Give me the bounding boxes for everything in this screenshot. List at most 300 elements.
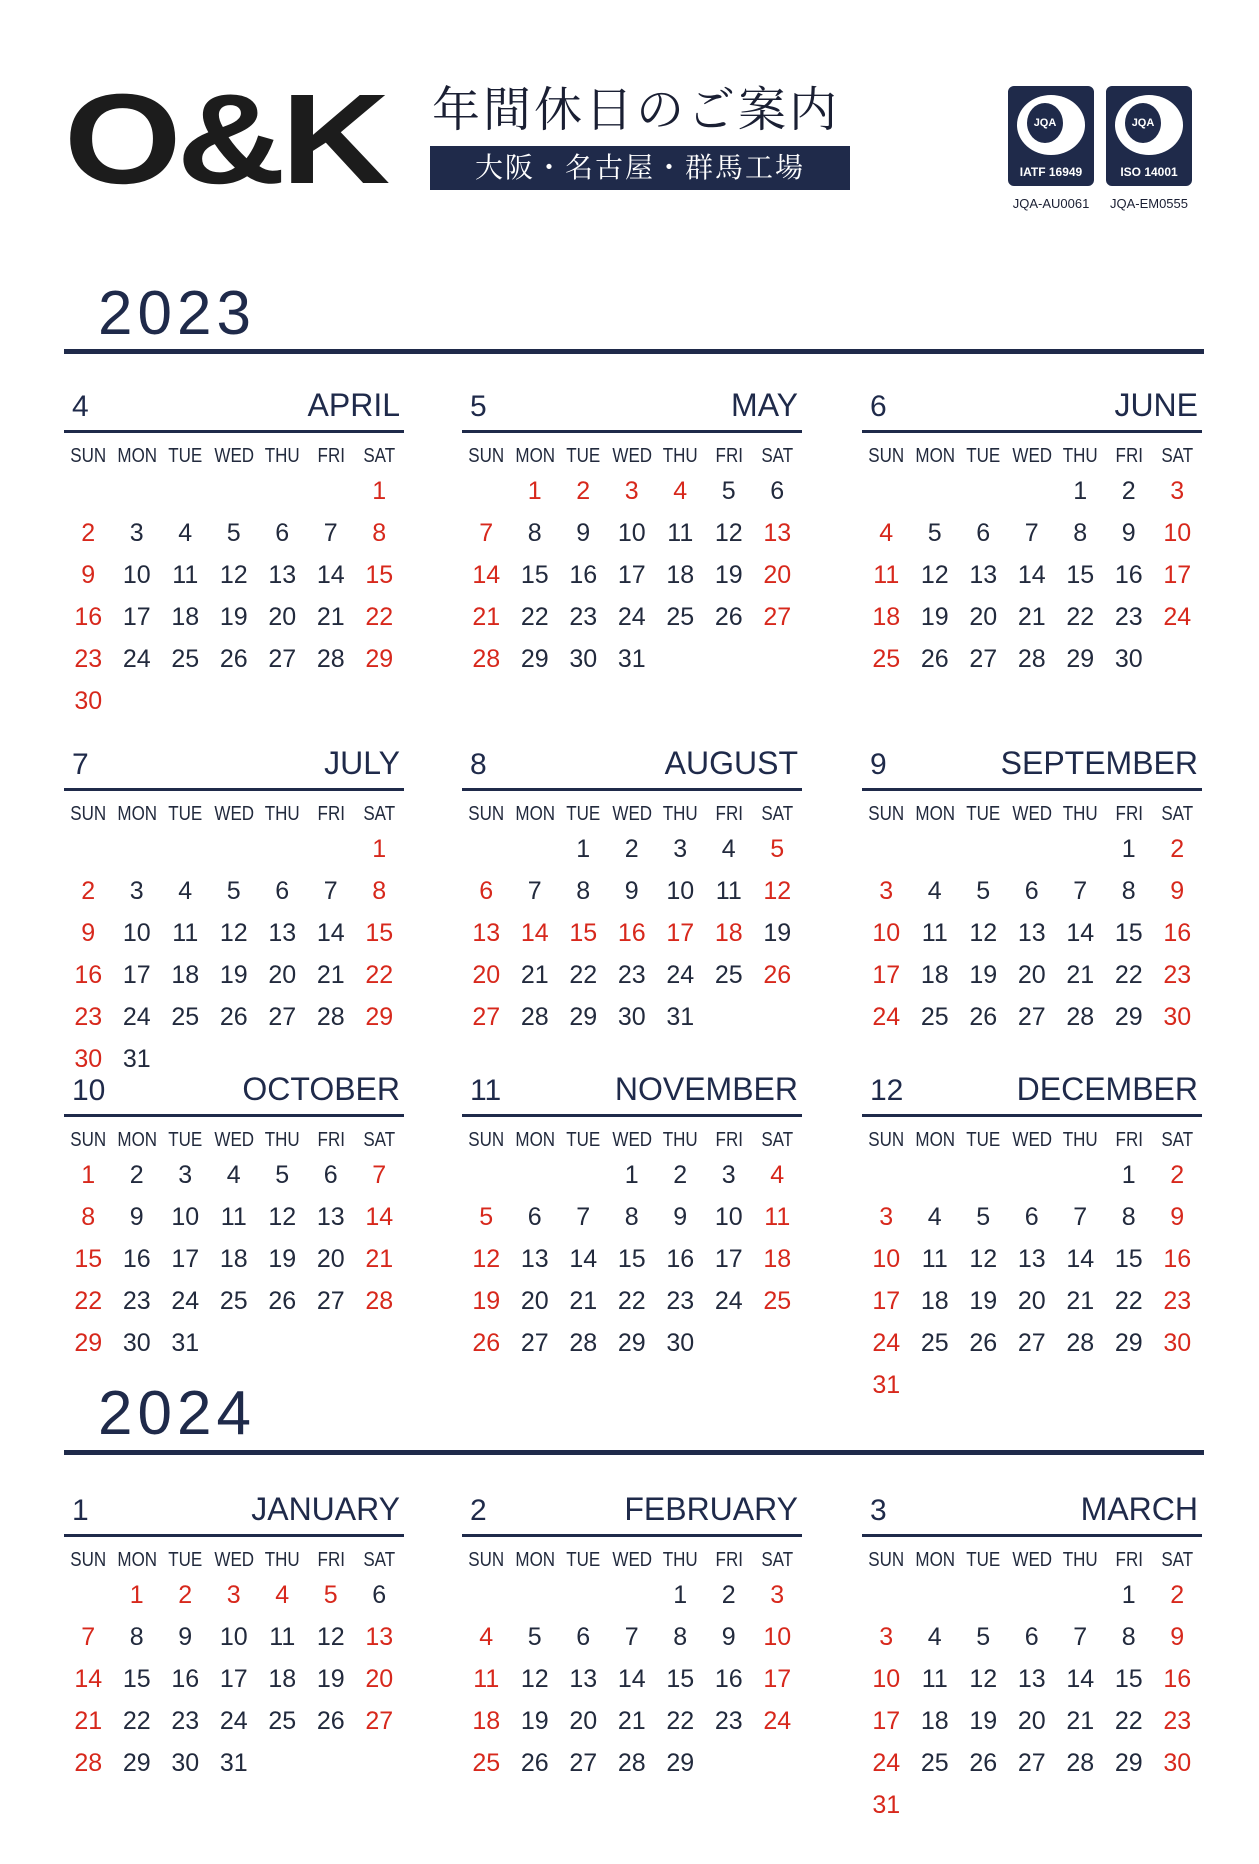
weekday-label: MON — [116, 1549, 157, 1571]
month-divider — [862, 788, 1202, 791]
holiday-date: 7 — [372, 1161, 387, 1189]
workday-date: 3 — [721, 1161, 736, 1189]
weekday-label: TUE — [168, 1549, 203, 1571]
workday-date: 9 — [673, 1203, 688, 1231]
workday-date: 20 — [569, 1707, 598, 1735]
workday-date: 18 — [171, 961, 200, 989]
workday-date: 22 — [122, 1707, 151, 1735]
workday-date: 29 — [1114, 1749, 1143, 1777]
holiday-date: 23 — [74, 1003, 103, 1031]
workday-date: 27 — [268, 645, 297, 673]
holiday-date: 24 — [1163, 603, 1192, 631]
workday-date: 13 — [268, 561, 297, 589]
holiday-date: 20 — [472, 961, 501, 989]
workday-date: 18 — [920, 1287, 949, 1315]
holiday-date: 1 — [527, 477, 542, 505]
empty-cell — [462, 470, 511, 512]
weekday-label: FRI — [317, 803, 345, 825]
weekday-label: WED — [611, 445, 652, 467]
holiday-date: 10 — [872, 1665, 901, 1693]
weekday-label: THU — [264, 803, 300, 825]
workday-date: 10 — [666, 877, 695, 905]
weekday-label: SAT — [761, 803, 794, 825]
workday-date: 26 — [969, 1003, 998, 1031]
holiday-date: 16 — [1163, 1245, 1192, 1273]
workday-date: 11 — [921, 1245, 948, 1273]
holiday-date: 2 — [178, 1581, 193, 1609]
weekday-label: SUN — [70, 1129, 107, 1151]
month-number: 8 — [470, 748, 487, 781]
workday-date: 30 — [171, 1749, 200, 1777]
workday-date: 16 — [569, 561, 598, 589]
workday-date: 3 — [178, 1161, 193, 1189]
holiday-date: 10 — [872, 1245, 901, 1273]
workday-date: 20 — [1017, 961, 1046, 989]
workday-date: 3 — [129, 519, 144, 547]
month-name: JUNE — [1114, 387, 1198, 423]
empty-cell — [462, 1154, 511, 1196]
workday-date: 6 — [527, 1203, 542, 1231]
holiday-date: 1 — [81, 1161, 96, 1189]
weekday-label: WED — [1011, 445, 1052, 467]
weekday-label: TUE — [168, 1129, 203, 1151]
day-grid — [862, 828, 1202, 1038]
workday-date: 2 — [624, 835, 639, 863]
workday-date: 24 — [666, 961, 695, 989]
weekday-label: THU — [662, 803, 698, 825]
empty-cell — [1008, 1154, 1057, 1196]
workday-date: 2 — [129, 1161, 144, 1189]
workday-date: 23 — [1114, 603, 1143, 631]
holiday-date: 24 — [872, 1329, 901, 1357]
weekday-label: SAT — [363, 803, 396, 825]
weekday-label: WED — [1011, 1549, 1052, 1571]
month-divider — [462, 1114, 802, 1117]
holiday-date: 16 — [1163, 1665, 1192, 1693]
workday-date: 14 — [316, 919, 345, 947]
month-divider — [462, 1534, 802, 1537]
month-name: JANUARY — [251, 1491, 400, 1527]
workday-date: 26 — [714, 603, 743, 631]
workday-date: 27 — [1017, 1003, 1046, 1031]
holiday-date: 25 — [872, 645, 901, 673]
weekday-label: MON — [116, 1129, 157, 1151]
holiday-date: 3 — [624, 477, 639, 505]
workday-date: 13 — [1017, 1245, 1046, 1273]
month-divider — [462, 788, 802, 791]
weekday-label: TUE — [566, 445, 601, 467]
workday-date: 20 — [1017, 1707, 1046, 1735]
workday-date: 15 — [1114, 1245, 1143, 1273]
weekday-label: FRI — [715, 803, 743, 825]
workday-date: 28 — [316, 645, 345, 673]
weekday-label: THU — [264, 1549, 300, 1571]
month-number: 5 — [470, 390, 487, 423]
holiday-date: 1 — [129, 1581, 144, 1609]
workday-date: 16 — [714, 1665, 743, 1693]
weekday-header — [462, 803, 802, 826]
workday-date: 21 — [1066, 1707, 1095, 1735]
holiday-date: 29 — [365, 645, 394, 673]
workday-date: 7 — [323, 877, 338, 905]
workday-date: 2 — [673, 1161, 688, 1189]
workday-date: 19 — [969, 1287, 998, 1315]
workday-date: 21 — [520, 961, 549, 989]
empty-cell — [462, 1574, 511, 1616]
holiday-date: 14 — [472, 561, 501, 589]
workday-date: 17 — [122, 603, 151, 631]
workday-date: 17 — [617, 561, 646, 589]
workday-date: 12 — [969, 919, 998, 947]
weekday-label: SAT — [1161, 445, 1194, 467]
holiday-date: 9 — [1170, 1203, 1185, 1231]
workday-date: 24 — [219, 1707, 248, 1735]
workday-date: 12 — [268, 1203, 297, 1231]
month-calendar — [462, 744, 802, 1038]
holiday-date: 17 — [872, 1707, 901, 1735]
workday-date: 6 — [1024, 1623, 1039, 1651]
workday-date: 25 — [171, 645, 200, 673]
day-grid — [64, 470, 404, 722]
month-calendar — [64, 1490, 404, 1784]
year-heading: 2023 — [98, 279, 256, 348]
workday-date: 5 — [976, 1203, 991, 1231]
workday-date: 28 — [520, 1003, 549, 1031]
workday-date: 19 — [714, 561, 743, 589]
holiday-date: 2 — [81, 519, 96, 547]
workday-date: 1 — [1121, 835, 1136, 863]
workday-date: 22 — [1114, 1707, 1143, 1735]
weekday-label: TUE — [566, 1549, 601, 1571]
workday-date: 7 — [576, 1203, 591, 1231]
holiday-date: 25 — [472, 1749, 501, 1777]
workday-date: 16 — [171, 1665, 200, 1693]
workday-date: 30 — [666, 1329, 695, 1357]
workday-date: 26 — [219, 645, 248, 673]
weekday-label: THU — [662, 445, 698, 467]
holiday-date: 24 — [763, 1707, 792, 1735]
holiday-date: 30 — [74, 687, 103, 715]
workday-date: 29 — [122, 1749, 151, 1777]
month-number: 9 — [870, 748, 887, 781]
weekday-header — [862, 1549, 1202, 1572]
day-grid — [862, 470, 1202, 680]
workday-date: 23 — [666, 1287, 695, 1315]
workday-date: 25 — [171, 1003, 200, 1031]
workday-date: 13 — [316, 1203, 345, 1231]
holiday-date: 26 — [472, 1329, 501, 1357]
workday-date: 5 — [226, 519, 241, 547]
holiday-date: 23 — [1163, 1707, 1192, 1735]
weekday-label: SAT — [761, 1129, 794, 1151]
holiday-date: 8 — [372, 877, 387, 905]
holiday-date: 9 — [1170, 1623, 1185, 1651]
month-divider — [64, 1534, 404, 1537]
workday-date: 7 — [1073, 1203, 1088, 1231]
workday-date: 27 — [1017, 1749, 1046, 1777]
workday-date: 23 — [171, 1707, 200, 1735]
workday-date: 22 — [666, 1707, 695, 1735]
workday-date: 22 — [569, 961, 598, 989]
holiday-date: 4 — [673, 477, 688, 505]
workday-date: 15 — [1066, 561, 1095, 589]
workday-date: 3 — [129, 877, 144, 905]
month-name: DECEMBER — [1016, 1071, 1198, 1107]
workday-date: 22 — [617, 1287, 646, 1315]
workday-date: 20 — [520, 1287, 549, 1315]
empty-cell — [862, 1154, 911, 1196]
workday-date: 23 — [569, 603, 598, 631]
workday-date: 4 — [927, 1623, 942, 1651]
workday-date: 20 — [268, 603, 297, 631]
holiday-date: 15 — [74, 1245, 103, 1273]
workday-date: 15 — [1114, 1665, 1143, 1693]
jqa-mark: JQA — [1125, 103, 1161, 143]
empty-cell — [911, 470, 960, 512]
day-grid — [862, 1574, 1202, 1826]
holiday-date: 20 — [763, 561, 792, 589]
holiday-date: 15 — [569, 919, 598, 947]
day-grid — [862, 1154, 1202, 1406]
holiday-date: 18 — [763, 1245, 792, 1273]
workday-date: 19 — [219, 961, 248, 989]
workday-date: 12 — [520, 1665, 549, 1693]
month-name: MAY — [731, 387, 798, 423]
weekday-header — [64, 803, 404, 826]
workday-date: 31 — [617, 645, 646, 673]
workday-date: 7 — [1024, 519, 1039, 547]
month-name: MARCH — [1080, 1491, 1198, 1527]
empty-cell — [559, 1154, 608, 1196]
month-calendar — [462, 1070, 802, 1364]
month-header — [462, 1490, 802, 1534]
year-divider — [64, 349, 1204, 354]
day-grid — [64, 828, 404, 1080]
workday-date: 25 — [219, 1287, 248, 1315]
workday-date: 4 — [721, 835, 736, 863]
month-header — [462, 386, 802, 430]
day-grid — [462, 1154, 802, 1364]
workday-date: 21 — [569, 1287, 598, 1315]
month-number: 3 — [870, 1494, 887, 1527]
empty-cell — [210, 470, 259, 512]
weekday-label: FRI — [317, 1129, 345, 1151]
holiday-date: 14 — [74, 1665, 103, 1693]
workday-date: 23 — [122, 1287, 151, 1315]
workday-date: 26 — [920, 645, 949, 673]
holiday-date: 5 — [323, 1581, 338, 1609]
holiday-date: 29 — [365, 1003, 394, 1031]
holiday-date: 16 — [1163, 919, 1192, 947]
holiday-date: 30 — [1163, 1749, 1192, 1777]
holiday-date: 10 — [1163, 519, 1192, 547]
month-name: APRIL — [307, 387, 400, 423]
holiday-date: 13 — [472, 919, 501, 947]
workday-date: 6 — [976, 519, 991, 547]
month-divider — [862, 1534, 1202, 1537]
month-header — [64, 1490, 404, 1534]
workday-date: 20 — [969, 603, 998, 631]
workday-date: 5 — [527, 1623, 542, 1651]
holiday-date: 12 — [763, 877, 792, 905]
empty-cell — [1056, 1574, 1105, 1616]
day-grid — [462, 470, 802, 680]
workday-date: 25 — [666, 603, 695, 631]
empty-cell — [210, 828, 259, 870]
holiday-date: 11 — [764, 1203, 791, 1231]
workday-date: 1 — [1121, 1161, 1136, 1189]
weekday-label: TUE — [168, 445, 203, 467]
holiday-date: 14 — [520, 919, 549, 947]
month-number: 6 — [870, 390, 887, 423]
holiday-date: 4 — [879, 519, 894, 547]
certification-badge-iso — [1106, 86, 1192, 186]
workday-date: 5 — [976, 877, 991, 905]
certification-badge-iatf — [1008, 86, 1094, 186]
month-number: 1 — [72, 1494, 89, 1527]
workday-date: 13 — [1017, 919, 1046, 947]
month-name: SEPTEMBER — [1000, 745, 1198, 781]
empty-cell — [113, 470, 162, 512]
weekday-label: TUE — [168, 803, 203, 825]
factories-banner: 大阪・名古屋・群馬工場 — [430, 146, 850, 190]
weekday-label: TUE — [966, 803, 1001, 825]
weekday-label: SUN — [70, 445, 107, 467]
workday-date: 1 — [1073, 477, 1088, 505]
month-number: 7 — [72, 748, 89, 781]
weekday-label: MON — [514, 445, 555, 467]
holiday-date: 12 — [472, 1245, 501, 1273]
workday-date: 5 — [226, 877, 241, 905]
workday-date: 29 — [1066, 645, 1095, 673]
weekday-label: SUN — [468, 803, 505, 825]
workday-date: 21 — [316, 603, 345, 631]
workday-date: 3 — [673, 835, 688, 863]
empty-cell — [1056, 1154, 1105, 1196]
weekday-label: FRI — [317, 445, 345, 467]
workday-date: 26 — [520, 1749, 549, 1777]
workday-date: 14 — [1066, 1665, 1095, 1693]
weekday-label: THU — [662, 1129, 698, 1151]
weekday-label: THU — [1062, 803, 1098, 825]
weekday-label: SUN — [868, 1129, 905, 1151]
empty-cell — [511, 1574, 560, 1616]
holiday-date: 2 — [576, 477, 591, 505]
workday-date: 27 — [268, 1003, 297, 1031]
month-calendar — [64, 1070, 404, 1364]
month-calendar — [64, 744, 404, 1080]
workday-date: 13 — [569, 1665, 598, 1693]
weekday-label: TUE — [966, 1129, 1001, 1151]
month-name: JULY — [324, 745, 400, 781]
holiday-date: 11 — [473, 1665, 500, 1693]
weekday-label: THU — [1062, 1129, 1098, 1151]
workday-date: 19 — [763, 919, 792, 947]
holiday-date: 13 — [763, 519, 792, 547]
weekday-label: MON — [116, 445, 157, 467]
holiday-date: 30 — [1163, 1329, 1192, 1357]
holiday-date: 16 — [74, 961, 103, 989]
empty-cell — [64, 470, 113, 512]
workday-date: 13 — [520, 1245, 549, 1273]
workday-date: 6 — [576, 1623, 591, 1651]
weekday-label: TUE — [566, 1129, 601, 1151]
empty-cell — [862, 470, 911, 512]
weekday-label: SUN — [868, 445, 905, 467]
workday-date: 4 — [927, 877, 942, 905]
weekday-header — [462, 445, 802, 468]
month-number: 4 — [72, 390, 89, 423]
empty-cell — [64, 828, 113, 870]
holiday-date: 17 — [872, 1287, 901, 1315]
holiday-date: 5 — [770, 835, 785, 863]
workday-date: 29 — [569, 1003, 598, 1031]
day-grid — [64, 1154, 404, 1364]
workday-date: 6 — [1024, 877, 1039, 905]
weekday-label: SAT — [1161, 1549, 1194, 1571]
workday-date: 22 — [1114, 1287, 1143, 1315]
weekday-label: THU — [1062, 1549, 1098, 1571]
workday-date: 20 — [268, 961, 297, 989]
holiday-date: 6 — [479, 877, 494, 905]
weekday-label: MON — [914, 1129, 955, 1151]
month-number: 10 — [72, 1074, 106, 1107]
month-header — [862, 386, 1202, 430]
weekday-label: WED — [213, 803, 254, 825]
workday-date: 24 — [122, 1003, 151, 1031]
holiday-date: 22 — [365, 961, 394, 989]
month-divider — [64, 1114, 404, 1117]
workday-date: 11 — [667, 519, 694, 547]
workday-date: 21 — [617, 1707, 646, 1735]
workday-date: 16 — [1114, 561, 1143, 589]
holiday-date: 10 — [763, 1623, 792, 1651]
weekday-label: FRI — [715, 1549, 743, 1571]
year-divider — [64, 1450, 1204, 1455]
holiday-date: 17 — [666, 919, 695, 947]
weekday-header — [862, 803, 1202, 826]
workday-date: 8 — [129, 1623, 144, 1651]
holiday-date: 3 — [770, 1581, 785, 1609]
workday-date: 1 — [1121, 1581, 1136, 1609]
workday-date: 11 — [921, 919, 948, 947]
weekday-label: FRI — [1115, 1549, 1143, 1571]
workday-date: 8 — [1121, 877, 1136, 905]
holiday-date: 2 — [81, 877, 96, 905]
workday-date: 31 — [219, 1749, 248, 1777]
weekday-label: FRI — [317, 1549, 345, 1571]
weekday-header — [862, 445, 1202, 468]
empty-cell — [959, 470, 1008, 512]
empty-cell — [1008, 828, 1057, 870]
workday-date: 28 — [1066, 1749, 1095, 1777]
holiday-date: 31 — [872, 1371, 901, 1399]
workday-date: 8 — [1121, 1203, 1136, 1231]
workday-date: 19 — [219, 603, 248, 631]
month-calendar — [862, 1490, 1202, 1826]
workday-date: 28 — [316, 1003, 345, 1031]
weekday-label: WED — [1011, 1129, 1052, 1151]
weekday-label: SUN — [468, 445, 505, 467]
workday-date: 30 — [617, 1003, 646, 1031]
holiday-date: 9 — [81, 561, 96, 589]
workday-date: 13 — [1017, 1665, 1046, 1693]
weekday-label: FRI — [1115, 445, 1143, 467]
workday-date: 25 — [920, 1329, 949, 1357]
workday-date: 24 — [171, 1287, 200, 1315]
workday-date: 17 — [171, 1245, 200, 1273]
workday-date: 8 — [1121, 1623, 1136, 1651]
